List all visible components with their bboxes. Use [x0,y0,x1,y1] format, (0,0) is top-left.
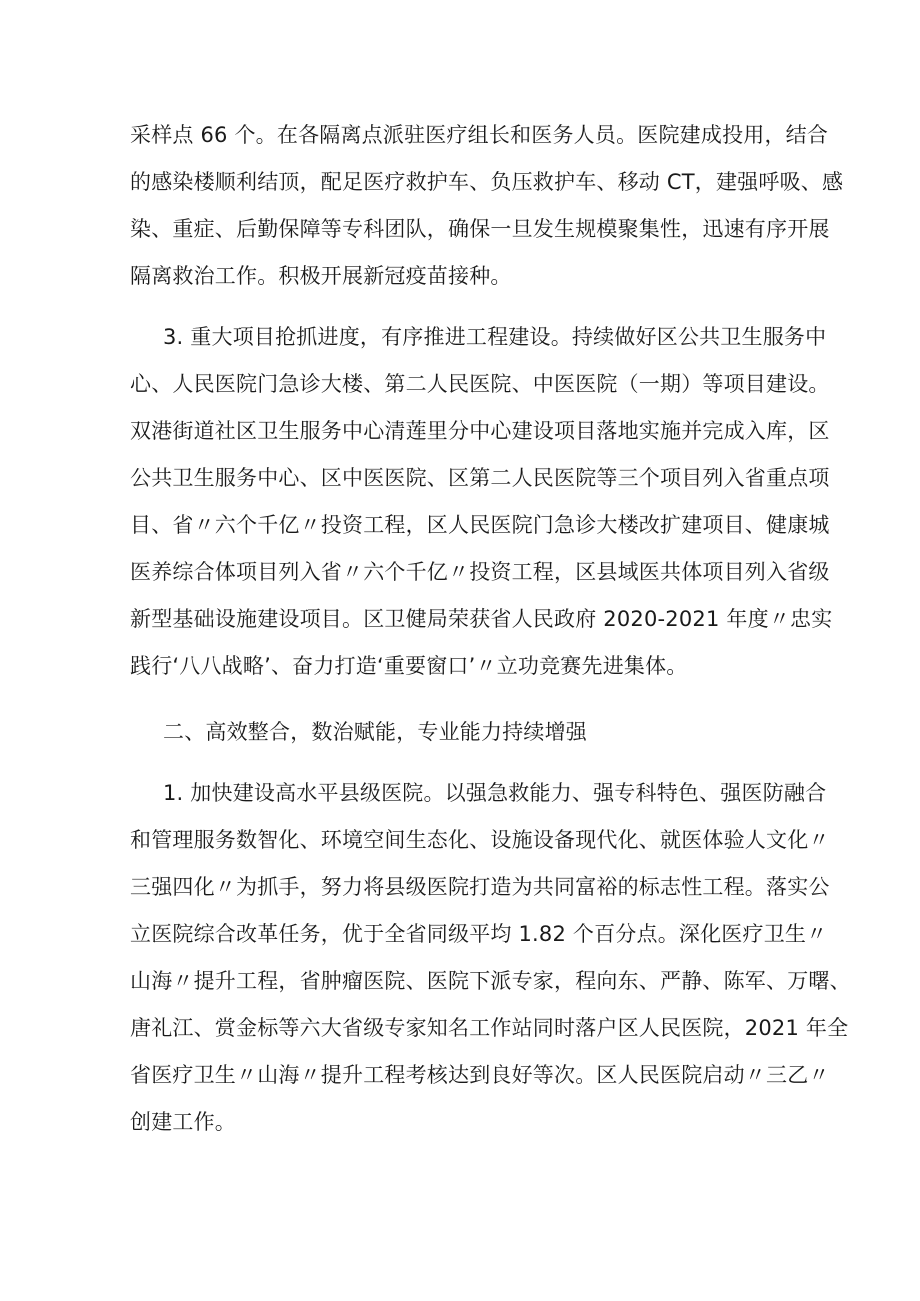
text-line: 立医院综合改革任务，优于全省同级平均 1.82 个百分点。深化医疗卫生〃 [130,922,828,946]
text-line: 和管理服务数智化、环境空间生态化、设施设备现代化、就医体验人文化〃 [130,828,830,852]
text-line: 心、人民医院门急诊大楼、第二人民医院、中医医院（一期）等项目建设。 [130,372,830,396]
text-line: 3. 重大项目抢抓进度，有序推进工程建设。持续做好区公共卫生服务中 [163,325,827,349]
text-line: 公共卫生服务中心、区中医医院、区第二人民医院等三个项目列入省重点项 [130,466,830,490]
text-line: 双港街道社区卫生服务中心清莲里分中心建设项目落地实施并完成入库，区 [130,419,830,443]
text-line: 山海〃提升工程，省肿瘤医院、医院下派专家，程向东、严静、陈军、万曙、 [130,969,851,993]
text-line: 唐礼江、赏金标等六大省级专家知名工作站同时落户区人民医院，2021 年全 [130,1016,849,1040]
text-line: 1. 加快建设高水平县级医院。以强急救能力、强专科特色、强医防融合 [163,781,827,805]
text-line: 隔离救治工作。积极开展新冠疫苗接种。 [130,264,512,288]
text-line: 采样点 66 个。在各隔离点派驻医疗组长和医务人员。医院建成投用，结合 [130,123,829,147]
text-line: 省医疗卫生〃山海〃提升工程考核达到良好等次。区人民医院启动〃三乙〃 [130,1063,830,1087]
text-line: 染、重症、后勤保障等专科团队，确保一旦发生规模聚集性，迅速有序开展 [130,217,830,241]
text-line: 目、省〃六个千亿〃投资工程，区人民医院门急诊大楼改扩建项目、健康城 [130,513,830,537]
text-line: 医养综合体项目列入省〃六个千亿〃投资工程，区县域医共体项目列入省级 [130,560,830,584]
text-line: 创建工作。 [130,1110,236,1134]
text-line: 三强四化〃为抓手，努力将县级医院打造为共同富裕的标志性工程。落实公 [130,875,830,899]
text-line: 的感染楼顺利结顶，配足医疗救护车、负压救护车、移动 CT，建强呼吸、感 [130,170,844,194]
text-line: 践行‘八八战略’、奋力打造‘重要窗口’〃立功竞赛先进集体。 [130,654,688,678]
text-line: 新型基础设施建设项目。区卫健局荣获省人民政府 2020-2021 年度〃忠实 [130,607,833,631]
section-heading: 二、高效整合，数治赋能，专业能力持续增强 [163,720,587,744]
